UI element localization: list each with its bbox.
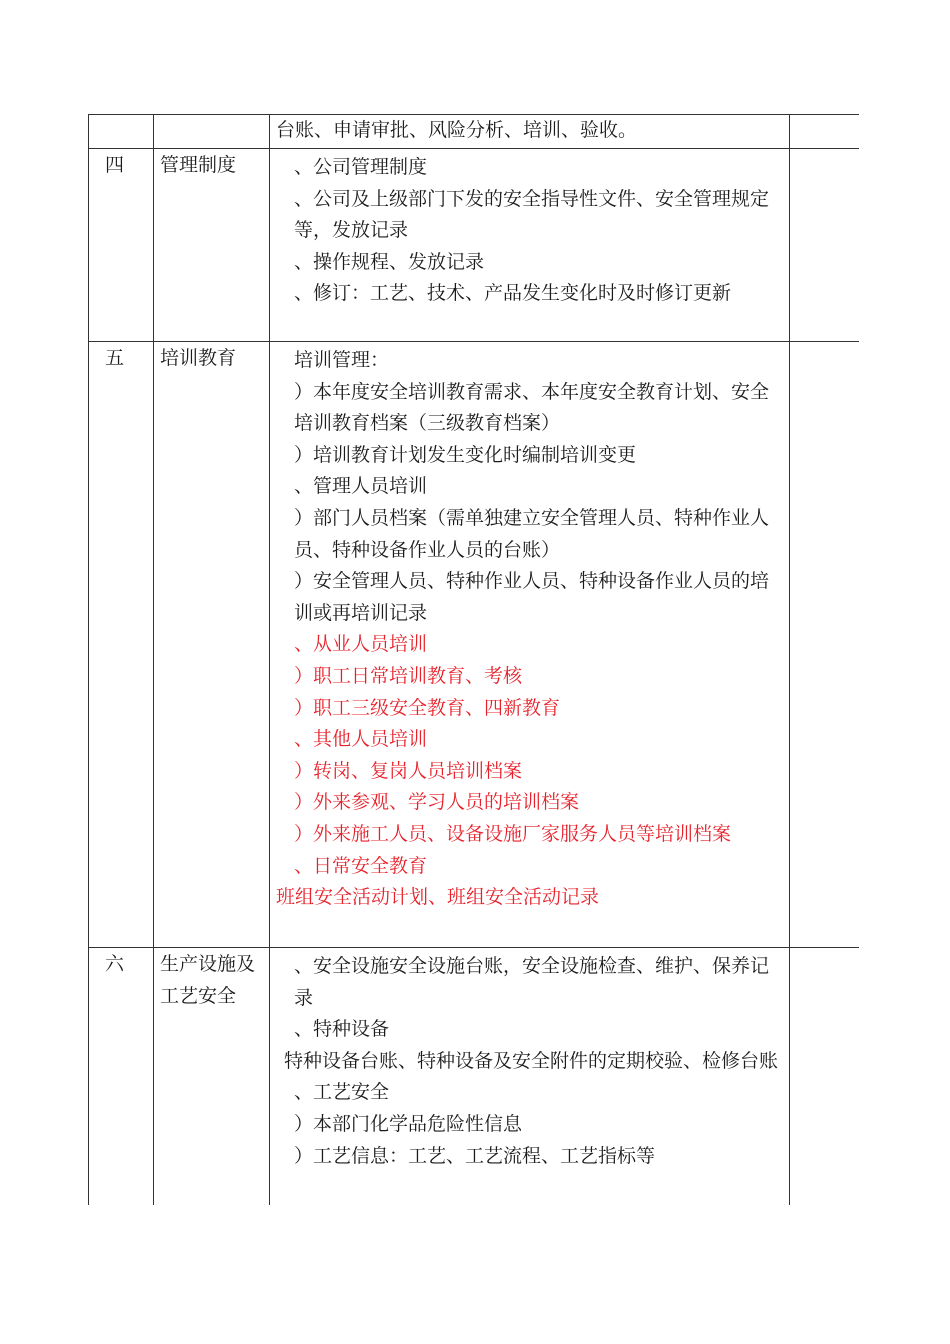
table-body (89, 115, 860, 1206)
content-line: ）部门人员档案（需单独建立安全管理人员、特种作业人员、特种设备作业人员的台账） (294, 506, 770, 561)
content-line: ）安全管理人员、特种作业人员、特种设备作业人员的培训或再培训记录 (294, 570, 770, 624)
checklist-table (88, 114, 859, 1205)
section-category: 生产设施及工艺安全 (154, 948, 270, 1206)
content-line: 、公司及上级部门下发的安全指导性文件、安全管理规定等，发放记录 (294, 187, 770, 242)
content-line: 、从业人员培训 (294, 633, 428, 656)
content-line: 培训管理： (294, 349, 390, 371)
table-row (89, 948, 860, 1206)
table-row (89, 149, 860, 342)
content-line: ）本年度安全培训教育需求、本年度安全教育计划、安全培训教育档案（三级教育档案） (294, 380, 770, 435)
content-line: ）职工日常培训教育、考核 (294, 664, 523, 687)
section-content (270, 342, 790, 948)
document-page (88, 114, 859, 1205)
section-content (270, 948, 790, 1206)
content-line: 、管理人员培训 (294, 475, 428, 498)
remark-cell (790, 948, 860, 1206)
content-line: ）外来参观、学习人员的培训档案 (294, 791, 580, 814)
content-line: 、特种设备 (294, 1018, 390, 1041)
content-line: 台账、申请审批、风险分析、培训、验收。 (276, 119, 638, 141)
content-line: ）本部门化学品危险性信息 (294, 1112, 523, 1135)
content-line: 、安全设施安全设施台账，安全设施检查、维护、保养记录 (294, 955, 770, 1009)
section-content (270, 115, 790, 149)
table-row (89, 115, 860, 149)
remark-cell (790, 149, 860, 342)
section-number: 五 (89, 342, 154, 948)
content-line: 、操作规程、发放记录 (294, 250, 485, 273)
content-line: ）职工三级安全教育、四新教育 (294, 696, 561, 719)
content-line: 特种设备台账、特种设备及安全附件的定期校验、检修台账 (284, 1049, 779, 1072)
section-category: 培训教育 (154, 342, 270, 948)
table-row (89, 342, 860, 948)
content-line: 、修订：工艺、技术、产品发生变化时及时修订更新 (294, 282, 732, 305)
section-content (270, 149, 790, 342)
section-number: 四 (89, 149, 154, 342)
content-line: ）外来施工人员、设备设施厂家服务人员等培训档案 (294, 822, 732, 845)
section-number: 六 (89, 948, 154, 1206)
section-number (89, 115, 154, 149)
content-line: 、其他人员培训 (294, 728, 428, 751)
content-line: ）工艺信息：工艺、工艺流程、工艺指标等 (294, 1144, 656, 1167)
section-category: 管理制度 (154, 149, 270, 342)
content-line: 、工艺安全 (294, 1081, 390, 1104)
content-line: 、公司管理制度 (294, 156, 428, 178)
content-line: 、日常安全教育 (294, 854, 428, 877)
content-line: ）培训教育计划发生变化时编制培训变更 (294, 443, 637, 466)
section-category (154, 115, 270, 149)
remark-cell (790, 115, 860, 149)
content-line: 班组安全活动计划、班组安全活动记录 (276, 886, 600, 909)
remark-cell (790, 342, 860, 948)
content-line: ）转岗、复岗人员培训档案 (294, 759, 523, 782)
